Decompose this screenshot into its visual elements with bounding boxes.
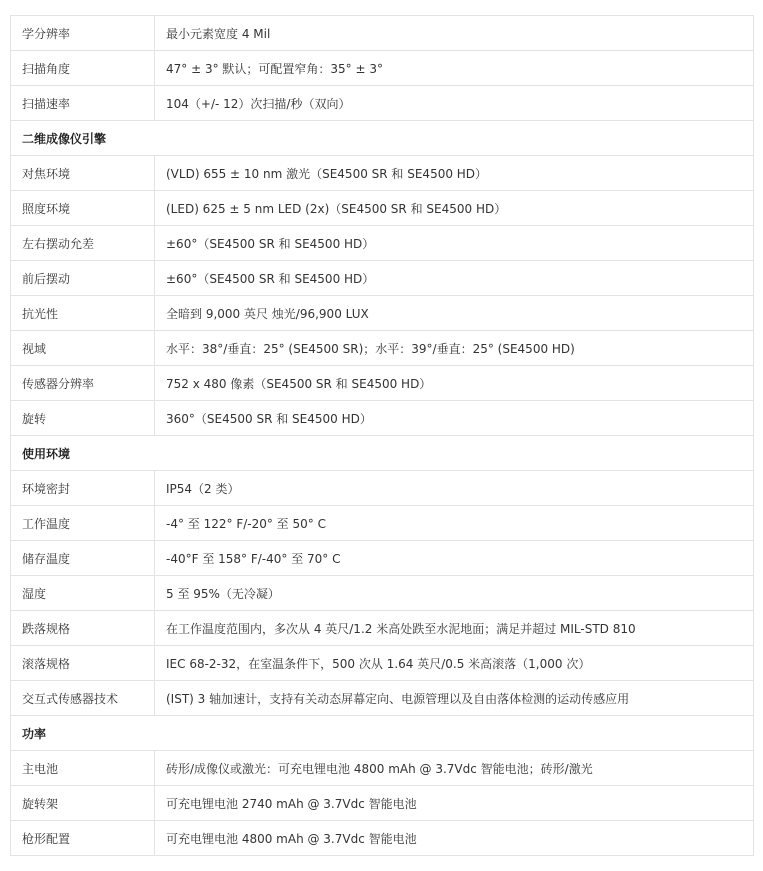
spec-label: 旋转架 bbox=[11, 786, 155, 821]
section-header-row bbox=[11, 436, 754, 471]
spec-row bbox=[11, 51, 754, 86]
spec-row bbox=[11, 331, 754, 366]
section-title: 功率 bbox=[11, 716, 754, 751]
spec-row bbox=[11, 16, 754, 51]
spec-value: 最小元素宽度 4 Mil bbox=[155, 16, 754, 51]
spec-label: 左右摆动允差 bbox=[11, 226, 155, 261]
spec-value: IP54（2 类） bbox=[155, 471, 754, 506]
spec-label: 枪形配置 bbox=[11, 821, 155, 856]
spec-value: 砖形/成像仪或激光：可充电锂电池 4800 mAh @ 3.7Vdc 智能电池；砖形/激光 bbox=[155, 751, 754, 786]
spec-label: 交互式传感器技术 bbox=[11, 681, 155, 716]
spec-value: 水平：38°/垂直：25° (SE4500 SR)；水平：39°/垂直：25° (SE4500 HD) bbox=[155, 331, 754, 366]
spec-value: IEC 68-2-32，在室温条件下，500 次从 1.64 英尺/0.5 米高滚落（1,000 次） bbox=[155, 646, 754, 681]
spec-label: 工作温度 bbox=[11, 506, 155, 541]
spec-row bbox=[11, 296, 754, 331]
spec-row bbox=[11, 366, 754, 401]
spec-label: 抗光性 bbox=[11, 296, 155, 331]
spec-value: 可充电锂电池 2740 mAh @ 3.7Vdc 智能电池 bbox=[155, 786, 754, 821]
spec-row bbox=[11, 156, 754, 191]
spec-value: ±60°（SE4500 SR 和 SE4500 HD） bbox=[155, 261, 754, 296]
spec-value: -40°F 至 158° F/-40° 至 70° C bbox=[155, 541, 754, 576]
spec-label: 前后摆动 bbox=[11, 261, 155, 296]
spec-label: 扫描速率 bbox=[11, 86, 155, 121]
spec-value: 可充电锂电池 4800 mAh @ 3.7Vdc 智能电池 bbox=[155, 821, 754, 856]
spec-table-body bbox=[11, 16, 754, 856]
spec-value: ±60°（SE4500 SR 和 SE4500 HD） bbox=[155, 226, 754, 261]
spec-value: 360°（SE4500 SR 和 SE4500 HD） bbox=[155, 401, 754, 436]
spec-value: -4° 至 122° F/-20° 至 50° C bbox=[155, 506, 754, 541]
spec-value: 全暗到 9,000 英尺 烛光/96,900 LUX bbox=[155, 296, 754, 331]
spec-row bbox=[11, 471, 754, 506]
spec-label: 湿度 bbox=[11, 576, 155, 611]
spec-label: 扫描角度 bbox=[11, 51, 155, 86]
spec-row bbox=[11, 611, 754, 646]
spec-row bbox=[11, 821, 754, 856]
spec-value: (LED) 625 ± 5 nm LED (2x)（SE4500 SR 和 SE4500 HD） bbox=[155, 191, 754, 226]
spec-row bbox=[11, 681, 754, 716]
spec-label: 跌落规格 bbox=[11, 611, 155, 646]
spec-table bbox=[10, 15, 754, 856]
section-header-row bbox=[11, 121, 754, 156]
spec-value: (IST) 3 轴加速计，支持有关动态屏幕定向、电源管理以及自由落体检测的运动传感应用 bbox=[155, 681, 754, 716]
spec-row bbox=[11, 261, 754, 296]
spec-row bbox=[11, 646, 754, 681]
spec-label: 储存温度 bbox=[11, 541, 155, 576]
spec-value: 104（+/- 12）次扫描/秒（双向） bbox=[155, 86, 754, 121]
spec-row bbox=[11, 506, 754, 541]
section-title: 使用环境 bbox=[11, 436, 754, 471]
spec-label: 视域 bbox=[11, 331, 155, 366]
spec-row bbox=[11, 751, 754, 786]
spec-value: 在工作温度范围内，多次从 4 英尺/1.2 米高处跌至水泥地面；满足并超过 MIL-STD 810 bbox=[155, 611, 754, 646]
spec-row bbox=[11, 541, 754, 576]
spec-value: (VLD) 655 ± 10 nm 激光（SE4500 SR 和 SE4500 HD） bbox=[155, 156, 754, 191]
spec-value: 47° ± 3° 默认；可配置窄角：35° ± 3° bbox=[155, 51, 754, 86]
spec-value: 752 x 480 像素（SE4500 SR 和 SE4500 HD） bbox=[155, 366, 754, 401]
spec-row bbox=[11, 786, 754, 821]
spec-label: 滚落规格 bbox=[11, 646, 155, 681]
spec-label: 旋转 bbox=[11, 401, 155, 436]
spec-row bbox=[11, 191, 754, 226]
spec-label: 环境密封 bbox=[11, 471, 155, 506]
section-title: 二维成像仪引擎 bbox=[11, 121, 754, 156]
section-header-row bbox=[11, 716, 754, 751]
spec-label: 学分辨率 bbox=[11, 16, 155, 51]
spec-label: 对焦环境 bbox=[11, 156, 155, 191]
spec-row bbox=[11, 226, 754, 261]
spec-row bbox=[11, 576, 754, 611]
spec-value: 5 至 95%（无冷凝） bbox=[155, 576, 754, 611]
spec-row bbox=[11, 86, 754, 121]
spec-row bbox=[11, 401, 754, 436]
spec-label: 主电池 bbox=[11, 751, 155, 786]
spec-label: 照度环境 bbox=[11, 191, 155, 226]
spec-label: 传感器分辨率 bbox=[11, 366, 155, 401]
